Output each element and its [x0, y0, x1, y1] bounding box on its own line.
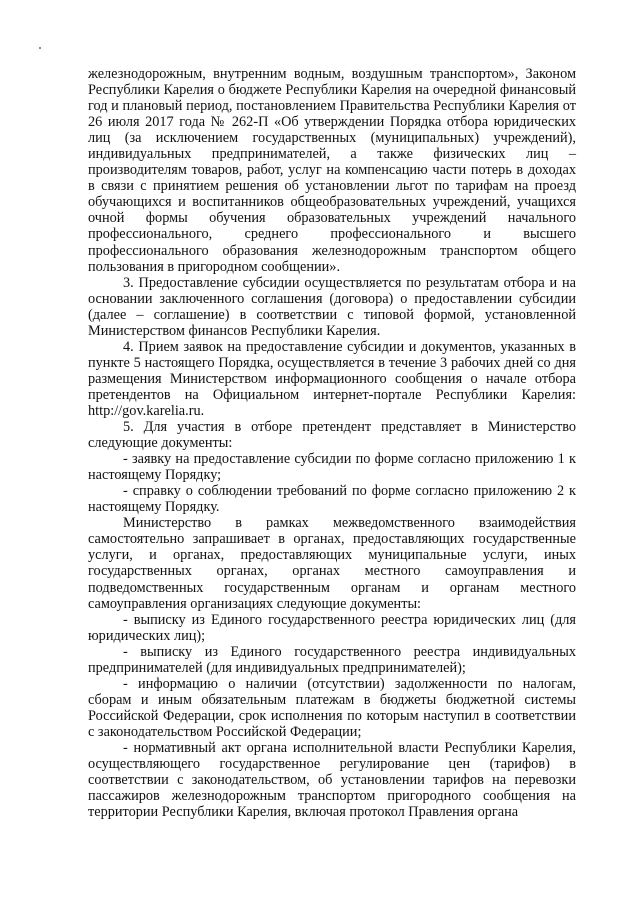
paragraph-legal-basis-continued: железнодорожным, внутренним водным, воздушным транспортом», Законом Республики Карелия о бюджете Республики Карелия на очередной финансовый год и плановый период, постановлением Правительства Республики Карелия от 26 июля 2017 года № 262-П «Об утверждении Порядка отбора юридических лиц (за исключением государственных (муниципальных) учреждений), индивидуальных предпринимателей, а также физических лиц – производителям товаров, работ, услуг на компенсацию части потерь в доходах в связи с принятием решения об установлении льгот по тарифам на проезд обучающихся и воспитанников общеобразовательных учреждений, учащихся очной формы обучения образовательных учреждений начального профессионального, среднего профессионального и высшего профессионального образования железнодорожным транспортом общего пользования в пригородном сообщении».: [88, 66, 576, 275]
list-item-application: - заявку на предоставление субсидии по форме согласно приложению 1 к настоящему Порядку;: [88, 451, 576, 484]
paragraph-5: 5. Для участия в отборе претендент представляет в Министерство следующие документы:: [88, 419, 576, 452]
list-item-tax-debt-info: - информацию о наличии (отсутствии) задолженности по налогам, сборам и иным обязательным платежам в бюджеты бюджетной системы Российской Федерации, срок исполнения по которым наступил в соответствии с законодательством Российской Федерации;: [88, 675, 576, 740]
list-item-tariff-regulation-act: - нормативный акт органа исполнительной власти Республики Карелия, осуществляющего государственное регулирование цен (тарифов) в соответствии с законодательством, об установлении тарифов на перевозки пассажиров железнодорожным транспортом пригородного сообщения на территории Республики Карелия, включая протокол Правления органа: [88, 739, 576, 821]
scan-speck: [39, 47, 41, 49]
list-item-legal-entities-extract: - выписку из Единого государственного реестра юридических лиц (для юридических лиц);: [88, 611, 576, 644]
paragraph-3: 3. Предоставление субсидии осуществляется по результатам отбора и на основании заключенного соглашения (договора) о предоставлении субсидии (далее – соглашение) в соответствии с типовой формой, установленной Министерством финансов Республики Карелия.: [88, 274, 576, 339]
document-page: [88, 66, 576, 820]
list-item-compliance-certificate: - справку о соблюдении требований по форме согласно приложению 2 к настоящему Порядку.: [88, 483, 576, 516]
paragraph-4: 4. Прием заявок на предоставление субсидии и документов, указанных в пункте 5 настоящего Порядка, осуществляется в течение 3 рабочих дней со дня размещения Министерством информационного сообщения о начале отбора претендентов на Официальном интернет-портале Республики Карелия: http://gov.karelia.ru.: [88, 338, 576, 419]
paragraph-interagency-request: Министерство в рамках межведомственного взаимодействия самостоятельно запрашивает в органах, предоставляющих государственные услуги, и органах, предоставляющих муниципальные услуги, иных государственных органах, органах местного самоуправления и подведомственных государственным органам и органам местного самоуправления организациях следующие документы:: [88, 515, 576, 612]
list-item-entrepreneurs-extract: - выписку из Единого государственного реестра индивидуальных предпринимателей (для индивидуальных предпринимателей);: [88, 643, 576, 676]
